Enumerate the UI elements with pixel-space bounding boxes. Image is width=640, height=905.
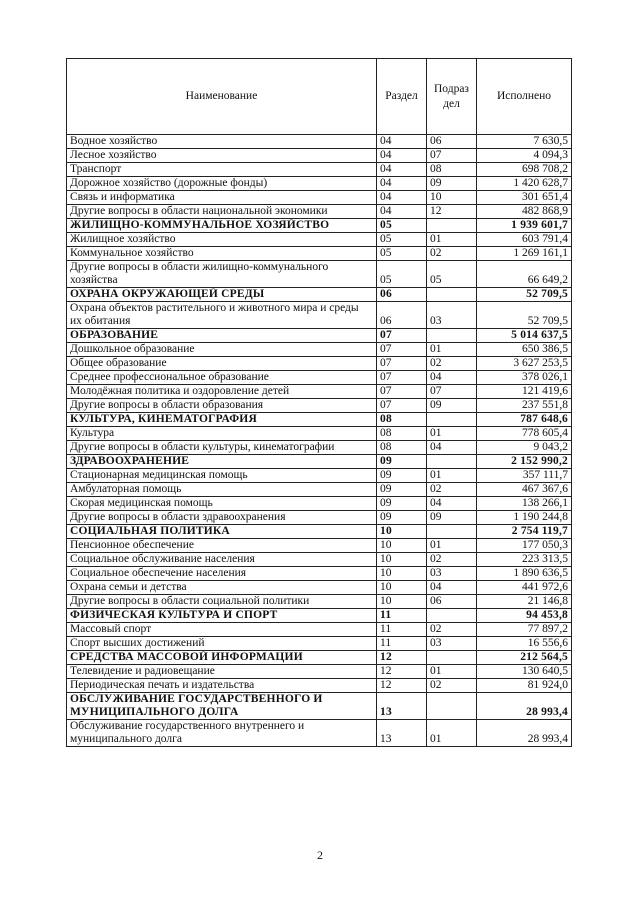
row-name-cell: Связь и информатика [67, 191, 377, 205]
row-section-cell: 10 [377, 567, 427, 581]
row-section-cell: 10 [377, 553, 427, 567]
row-name-cell: Социальное обеспечение населения [67, 567, 377, 581]
row-subsection-cell: 06 [427, 595, 477, 609]
row-subsection-cell [427, 288, 477, 302]
row-subsection-cell: 01 [427, 720, 477, 747]
table-row [67, 637, 572, 651]
table-row [67, 191, 572, 205]
row-value-cell: 94 453,8 [477, 609, 572, 623]
row-value-cell: 7 630,5 [477, 135, 572, 149]
row-subsection-cell [427, 219, 477, 233]
row-section-cell: 10 [377, 525, 427, 539]
row-section-cell: 10 [377, 539, 427, 553]
row-name-cell: Скорая медицинская помощь [67, 497, 377, 511]
row-subsection-cell: 10 [427, 191, 477, 205]
row-value-cell: 16 556,6 [477, 637, 572, 651]
table-row [67, 441, 572, 455]
table-row [67, 623, 572, 637]
row-name-cell: Другие вопросы в области образования [67, 399, 377, 413]
row-subsection-cell [427, 329, 477, 343]
row-section-cell: 07 [377, 385, 427, 399]
row-value-cell: 130 640,5 [477, 665, 572, 679]
row-name-cell: Другие вопросы в области национальной экономики [67, 205, 377, 219]
row-name-cell: СРЕДСТВА МАССОВОЙ ИНФОРМАЦИИ [67, 651, 377, 665]
row-value-cell: 52 709,5 [477, 288, 572, 302]
row-value-cell: 5 014 637,5 [477, 329, 572, 343]
table-row [67, 371, 572, 385]
row-name-cell: Другие вопросы в области здравоохранения [67, 511, 377, 525]
row-section-cell: 10 [377, 581, 427, 595]
row-name-cell: ОХРАНА ОКРУЖАЮЩЕЙ СРЕДЫ [67, 288, 377, 302]
header-executed: Исполнено [477, 59, 572, 135]
row-value-cell: 121 419,6 [477, 385, 572, 399]
row-name-cell: Другие вопросы в области социальной политики [67, 595, 377, 609]
row-value-cell: 81 924,0 [477, 679, 572, 693]
table-row [67, 302, 572, 329]
table-row [67, 357, 572, 371]
row-subsection-cell: 01 [427, 233, 477, 247]
section-heading-row [67, 329, 572, 343]
row-section-cell: 07 [377, 343, 427, 357]
row-subsection-cell: 02 [427, 247, 477, 261]
row-name-cell: ЗДРАВООХРАНЕНИЕ [67, 455, 377, 469]
row-subsection-cell: 07 [427, 149, 477, 163]
row-name-cell: Охрана объектов растительного и животного мира и среды их обитания [67, 302, 377, 329]
row-section-cell: 07 [377, 399, 427, 413]
table-row [67, 385, 572, 399]
row-name-cell: Социальное обслуживание населения [67, 553, 377, 567]
row-section-cell: 12 [377, 665, 427, 679]
row-subsection-cell: 01 [427, 343, 477, 357]
table-row [67, 427, 572, 441]
row-name-cell: Другие вопросы в области жилищно-коммунального хозяйства [67, 261, 377, 288]
table-row [67, 163, 572, 177]
section-heading-row [67, 413, 572, 427]
section-heading-row [67, 288, 572, 302]
row-value-cell: 223 313,5 [477, 553, 572, 567]
row-value-cell: 28 993,4 [477, 693, 572, 720]
row-subsection-cell: 04 [427, 441, 477, 455]
row-name-cell: ОБСЛУЖИВАНИЕ ГОСУДАРСТВЕННОГО И МУНИЦИПАЛЬНОГО ДОЛГА [67, 693, 377, 720]
row-section-cell: 11 [377, 637, 427, 651]
row-name-cell: Телевидение и радиовещание [67, 665, 377, 679]
row-value-cell: 1 420 628,7 [477, 177, 572, 191]
row-section-cell: 08 [377, 427, 427, 441]
row-value-cell: 603 791,4 [477, 233, 572, 247]
row-value-cell: 301 651,4 [477, 191, 572, 205]
row-name-cell: ОБРАЗОВАНИЕ [67, 329, 377, 343]
row-value-cell: 28 993,4 [477, 720, 572, 747]
row-section-cell: 12 [377, 679, 427, 693]
row-subsection-cell: 09 [427, 177, 477, 191]
row-subsection-cell: 08 [427, 163, 477, 177]
row-name-cell: Обслуживание государственного внутреннего и муниципального долга [67, 720, 377, 747]
row-value-cell: 3 627 253,5 [477, 357, 572, 371]
row-value-cell: 1 190 244,8 [477, 511, 572, 525]
row-subsection-cell: 03 [427, 637, 477, 651]
row-name-cell: ЖИЛИЩНО-КОММУНАЛЬНОЕ ХОЗЯЙСТВО [67, 219, 377, 233]
row-section-cell: 04 [377, 163, 427, 177]
row-value-cell: 698 708,2 [477, 163, 572, 177]
row-value-cell: 441 972,6 [477, 581, 572, 595]
row-subsection-cell: 07 [427, 385, 477, 399]
table-row [67, 595, 572, 609]
row-section-cell: 08 [377, 441, 427, 455]
row-subsection-cell: 09 [427, 399, 477, 413]
table-row [67, 679, 572, 693]
row-section-cell: 05 [377, 233, 427, 247]
row-subsection-cell: 01 [427, 539, 477, 553]
row-subsection-cell [427, 693, 477, 720]
row-name-cell: Жилищное хозяйство [67, 233, 377, 247]
row-section-cell: 04 [377, 177, 427, 191]
row-value-cell: 52 709,5 [477, 302, 572, 329]
row-subsection-cell: 02 [427, 357, 477, 371]
row-value-cell: 482 868,9 [477, 205, 572, 219]
row-section-cell: 07 [377, 357, 427, 371]
row-subsection-cell [427, 609, 477, 623]
row-value-cell: 357 111,7 [477, 469, 572, 483]
row-name-cell: СОЦИАЛЬНАЯ ПОЛИТИКА [67, 525, 377, 539]
row-section-cell: 13 [377, 693, 427, 720]
row-name-cell: Периодическая печать и издательства [67, 679, 377, 693]
section-heading-row [67, 455, 572, 469]
row-name-cell: Другие вопросы в области культуры, кинематографии [67, 441, 377, 455]
row-value-cell: 1 269 161,1 [477, 247, 572, 261]
row-section-cell: 05 [377, 247, 427, 261]
row-section-cell: 09 [377, 497, 427, 511]
table-row [67, 581, 572, 595]
table-row [67, 553, 572, 567]
row-subsection-cell: 12 [427, 205, 477, 219]
row-subsection-cell: 06 [427, 135, 477, 149]
table-row [67, 511, 572, 525]
row-section-cell: 05 [377, 261, 427, 288]
budget-execution-table [66, 58, 572, 747]
row-value-cell: 237 551,8 [477, 399, 572, 413]
table-row [67, 149, 572, 163]
table-body [67, 135, 572, 747]
row-subsection-cell: 02 [427, 679, 477, 693]
row-section-cell: 11 [377, 609, 427, 623]
row-section-cell: 09 [377, 469, 427, 483]
row-name-cell: ФИЗИЧЕСКАЯ КУЛЬТУРА И СПОРТ [67, 609, 377, 623]
table-row [67, 720, 572, 747]
row-subsection-cell: 01 [427, 665, 477, 679]
table-row [67, 539, 572, 553]
row-name-cell: Дошкольное образование [67, 343, 377, 357]
table-row [67, 399, 572, 413]
row-subsection-cell: 05 [427, 261, 477, 288]
section-heading-row [67, 609, 572, 623]
row-section-cell: 07 [377, 371, 427, 385]
row-name-cell: Транспорт [67, 163, 377, 177]
table-row [67, 665, 572, 679]
row-section-cell: 13 [377, 720, 427, 747]
row-subsection-cell: 02 [427, 623, 477, 637]
row-name-cell: Массовый спорт [67, 623, 377, 637]
row-section-cell: 11 [377, 623, 427, 637]
row-section-cell: 10 [377, 595, 427, 609]
row-value-cell: 9 043,2 [477, 441, 572, 455]
row-section-cell: 05 [377, 219, 427, 233]
row-section-cell: 04 [377, 191, 427, 205]
row-value-cell: 1 939 601,7 [477, 219, 572, 233]
row-value-cell: 778 605,4 [477, 427, 572, 441]
table-row [67, 205, 572, 219]
section-heading-row [67, 219, 572, 233]
row-subsection-cell: 02 [427, 483, 477, 497]
row-subsection-cell: 03 [427, 302, 477, 329]
table-row [67, 247, 572, 261]
row-section-cell: 04 [377, 205, 427, 219]
row-subsection-cell: 04 [427, 497, 477, 511]
row-name-cell: Охрана семьи и детства [67, 581, 377, 595]
row-name-cell: Дорожное хозяйство (дорожные фонды) [67, 177, 377, 191]
row-value-cell: 177 050,3 [477, 539, 572, 553]
row-subsection-cell [427, 525, 477, 539]
table-row [67, 483, 572, 497]
section-heading-row [67, 525, 572, 539]
row-name-cell: Водное хозяйство [67, 135, 377, 149]
row-section-cell: 07 [377, 329, 427, 343]
row-value-cell: 4 094,3 [477, 149, 572, 163]
row-value-cell: 787 648,6 [477, 413, 572, 427]
table-row [67, 343, 572, 357]
row-subsection-cell [427, 413, 477, 427]
row-name-cell: КУЛЬТУРА, КИНЕМАТОГРАФИЯ [67, 413, 377, 427]
row-subsection-cell [427, 651, 477, 665]
row-section-cell: 09 [377, 511, 427, 525]
row-subsection-cell: 01 [427, 427, 477, 441]
page-number: 2 [317, 848, 323, 862]
row-value-cell: 2 754 119,7 [477, 525, 572, 539]
row-section-cell: 12 [377, 651, 427, 665]
table-row [67, 261, 572, 288]
row-name-cell: Молодёжная политика и оздоровление детей [67, 385, 377, 399]
row-value-cell: 21 146,8 [477, 595, 572, 609]
table-row [67, 135, 572, 149]
table-row [67, 177, 572, 191]
row-section-cell: 04 [377, 149, 427, 163]
row-subsection-cell: 01 [427, 469, 477, 483]
table-row [67, 567, 572, 581]
row-subsection-cell: 04 [427, 581, 477, 595]
row-subsection-cell: 02 [427, 553, 477, 567]
row-value-cell: 138 266,1 [477, 497, 572, 511]
row-subsection-cell: 09 [427, 511, 477, 525]
row-subsection-cell [427, 455, 477, 469]
row-name-cell: Общее образование [67, 357, 377, 371]
row-section-cell: 08 [377, 413, 427, 427]
row-subsection-cell: 04 [427, 371, 477, 385]
section-heading-row [67, 693, 572, 720]
row-value-cell: 66 649,2 [477, 261, 572, 288]
table-row [67, 469, 572, 483]
row-section-cell: 06 [377, 302, 427, 329]
row-value-cell: 2 152 990,2 [477, 455, 572, 469]
row-value-cell: 467 367,6 [477, 483, 572, 497]
row-section-cell: 09 [377, 483, 427, 497]
row-name-cell: Среднее профессиональное образование [67, 371, 377, 385]
row-subsection-cell: 03 [427, 567, 477, 581]
section-heading-row [67, 651, 572, 665]
row-name-cell: Спорт высших достижений [67, 637, 377, 651]
row-name-cell: Пенсионное обеспечение [67, 539, 377, 553]
header-section: Раздел [377, 59, 427, 135]
row-value-cell: 378 026,1 [477, 371, 572, 385]
row-name-cell: Стационарная медицинская помощь [67, 469, 377, 483]
row-name-cell: Культура [67, 427, 377, 441]
row-value-cell: 77 897,2 [477, 623, 572, 637]
table-row [67, 233, 572, 247]
row-name-cell: Коммунальное хозяйство [67, 247, 377, 261]
row-value-cell: 1 890 636,5 [477, 567, 572, 581]
row-section-cell: 04 [377, 135, 427, 149]
row-section-cell: 09 [377, 455, 427, 469]
header-name: Наименование [67, 59, 377, 135]
row-name-cell: Амбулаторная помощь [67, 483, 377, 497]
header-subsection: Подраз дел [427, 59, 477, 135]
row-value-cell: 212 564,5 [477, 651, 572, 665]
table-header-row [67, 59, 572, 135]
row-value-cell: 650 386,5 [477, 343, 572, 357]
row-name-cell: Лесное хозяйство [67, 149, 377, 163]
row-section-cell: 06 [377, 288, 427, 302]
table-row [67, 497, 572, 511]
